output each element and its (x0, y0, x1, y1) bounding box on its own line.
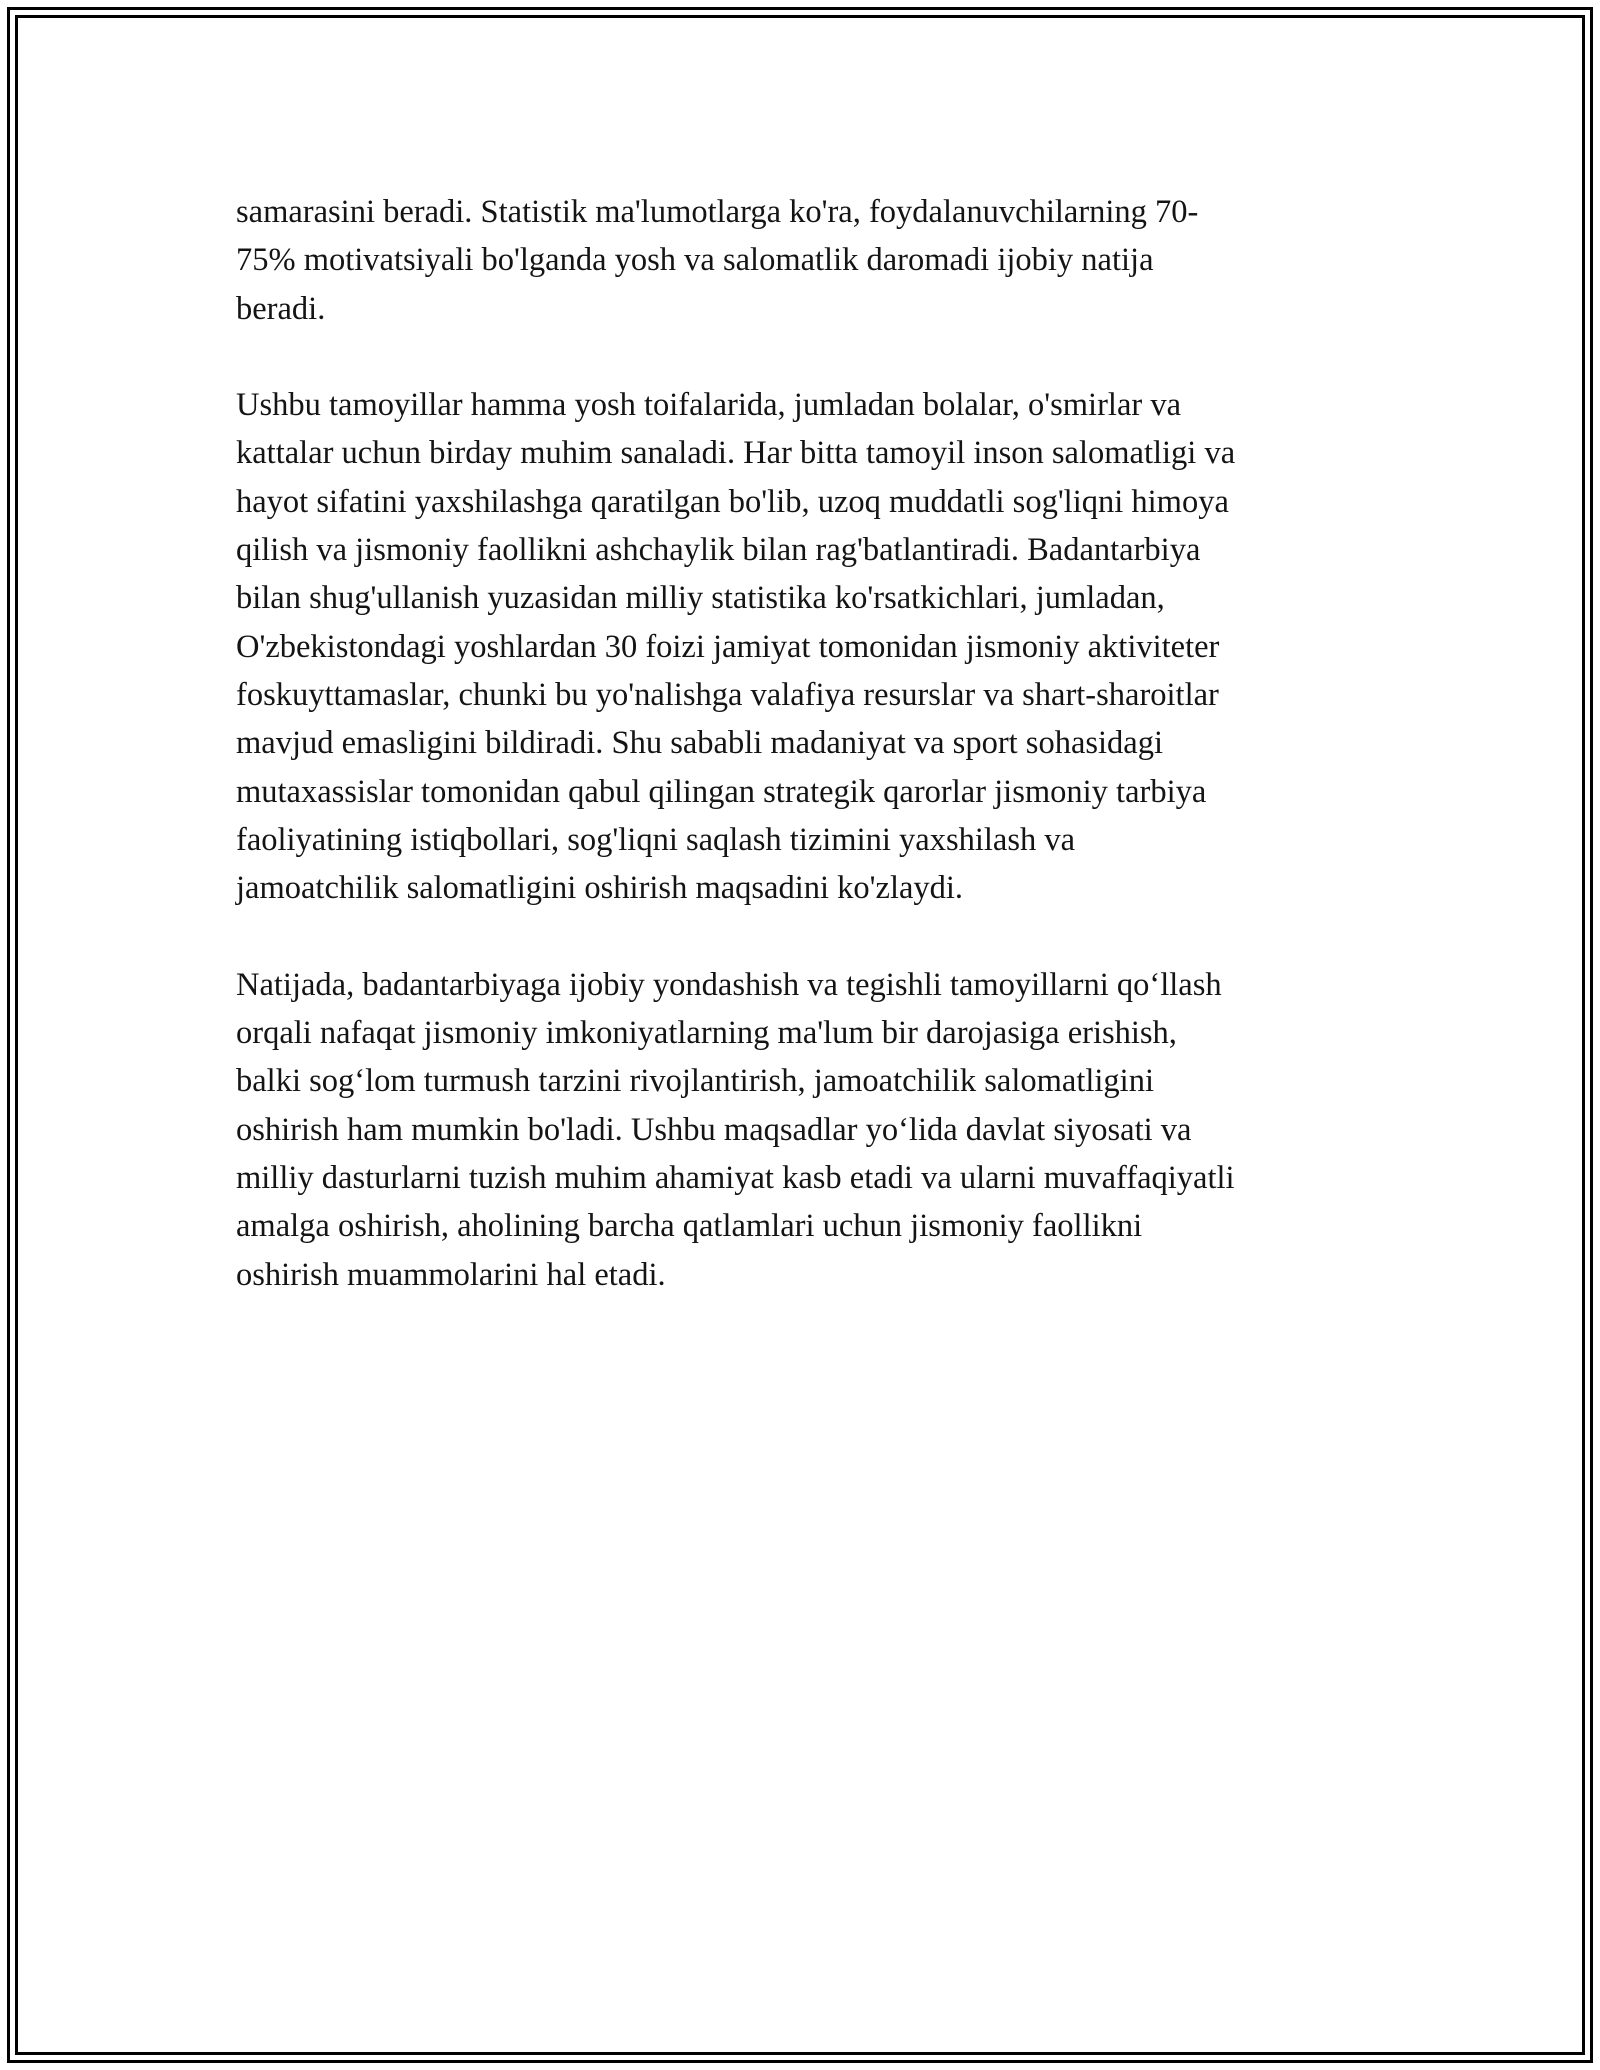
text-line: oshirish ham mumkin bo'ladi. Ushbu maqsadlar yo‘lida davlat siyosati va (236, 1111, 1192, 1148)
text-line: 75% motivatsiyali bo'lganda yosh va salomatlik daromadi ijobiy natija (236, 242, 1154, 279)
text-line: faoliyatining istiqbollari, sog'liqni saqlash tizimini yaxshilash va (236, 821, 1076, 858)
text-line: amalga oshirish, aholining barcha qatlamlari uchun jismoniy faollikni (236, 1208, 1143, 1245)
text-line: samarasini beradi. Statistik ma'lumotlarga ko'ra, foydalanuvchilarning 70- (236, 194, 1199, 230)
text-line: mutaxassislar tomonidan qabul qilingan strategik qarorlar jismoniy tarbiya (236, 773, 1207, 810)
text-line: oshirish muammolarini hal etadi. (236, 1256, 666, 1293)
document-body (236, 188, 1386, 1347)
text-line: jamoatchilik salomatligini oshirish maqsadini ko'zlaydi. (236, 870, 964, 907)
text-line: Natijada, badantarbiyaga ijobiy yondashish va tegishli tamoyillarni qo‘llash (236, 966, 1222, 1003)
paragraph-2 (236, 381, 1386, 912)
text-line: mavjud emasligini bildiradi. Shu sababli madaniyat va sport sohasidagi (236, 725, 1163, 762)
text-line: kattalar uchun birday muhim sanaladi. Har bitta tamoyil inson salomatligi va (236, 435, 1236, 472)
text-line: balki sog‘lom turmush tarzini rivojlantirish, jamoatchilik salomatligini (236, 1063, 1154, 1100)
text-line: foskuyttamaslar, chunki bu yo'nalishga valafiya resurslar va shart-sharoitlar (236, 676, 1219, 713)
text-line: beradi. (236, 290, 326, 327)
text-line: qilish va jismoniy faollikni ashchaylik bilan rag'batlantiradi. Badantarbiya (236, 532, 1201, 569)
paragraph-3 (236, 961, 1386, 1299)
text-line: orqali nafaqat jismoniy imkoniyatlarning ma'lum bir darojasiga erishish, (236, 1015, 1177, 1052)
text-line: milliy dasturlarni tuzish muhim ahamiyat kasb etadi va ularni muvaffaqiyatli (236, 1159, 1235, 1196)
text-line: bilan shug'ullanish yuzasidan milliy statistika ko'rsatkichlari, jumladan, (236, 580, 1165, 617)
text-line: Ushbu tamoyillar hamma yosh toifalarida, jumladan bolalar, o'smirlar va (236, 387, 1181, 424)
text-line: O'zbekistondagi yoshlardan 30 foizi jamiyat tomonidan jismoniy aktiviteter (236, 628, 1220, 665)
paragraph-1 (236, 188, 1386, 333)
text-line: hayot sifatini yaxshilashga qaratilgan bo'lib, uzoq muddatli sog'liqni himoya (236, 483, 1229, 520)
